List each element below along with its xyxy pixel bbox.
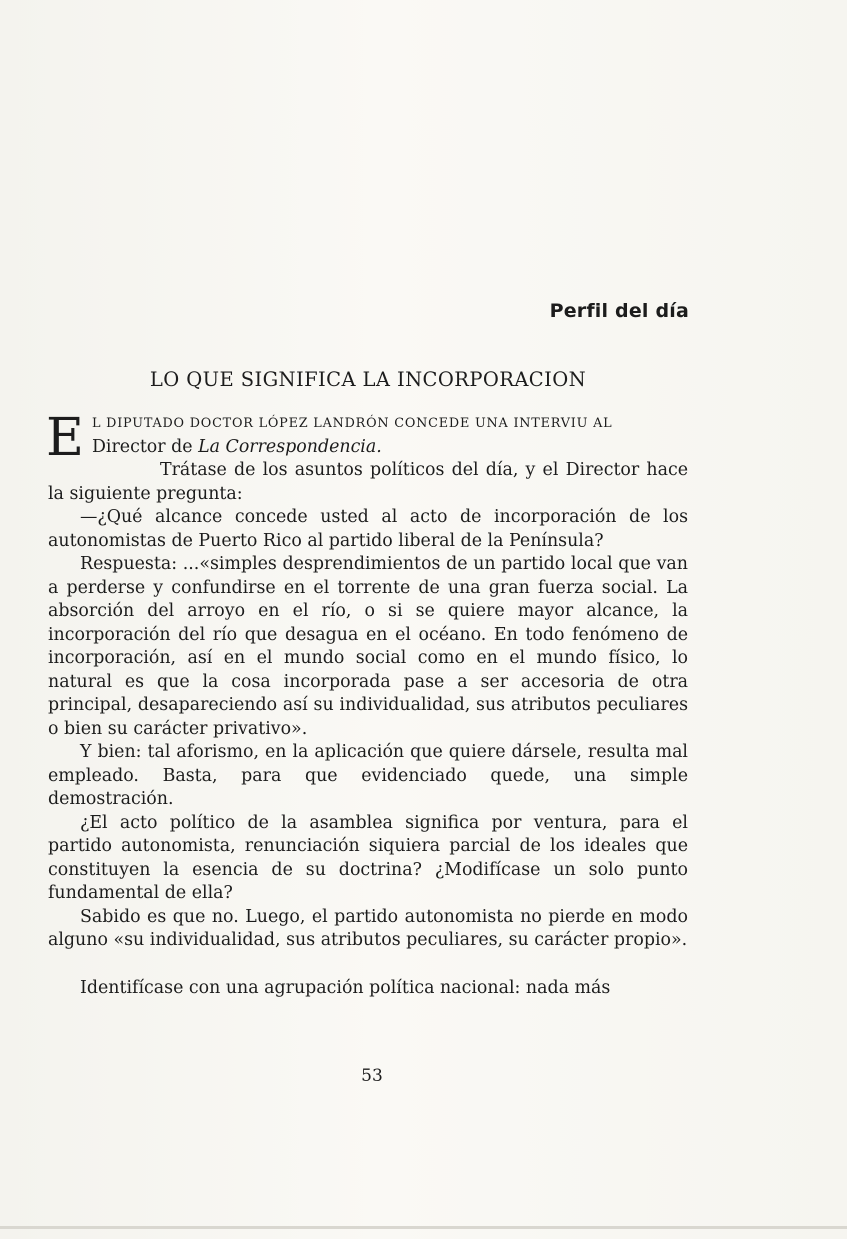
- lead-smallcaps: L DIPUTADO DOCTOR LÓPEZ LANDRÓN CONCEDE UNA INTERVIU AL: [91, 416, 613, 431]
- article-headline: LO QUE SIGNIFICA LA INCORPORACION: [149, 368, 587, 391]
- paragraph: Trátase de los asuntos políticos del día, y el Director hace la siguiente pregunta:: [48, 460, 688, 504]
- paragraph: ¿El acto político de la asamblea significa por ventura, para el partido autonomista, renunciación siquiera parcial de los ideales que constituyen la esencia de su doctrina? ¿Modifícase un solo punto fundamental de ella?: [48, 812, 688, 903]
- lead-paragraph: [46, 408, 688, 468]
- paragraph: Identifícase con una agrupación política nacional: nada más: [80, 977, 611, 998]
- page-edge-divider: [0, 1226, 847, 1229]
- article-body: [46, 408, 688, 1000]
- page-number: 53: [361, 1066, 383, 1086]
- paragraph: —¿Qué alcance concede usted al acto de incorporación de los autonomistas de Puerto Rico al partido liberal de la Península?: [48, 507, 688, 551]
- newspaper-name: La Correspondencia.: [198, 436, 382, 457]
- paragraph: Respuesta: ...«simples desprendimientos de un partido local que van a perderse y confundirse en el torrente de una gran fuerza social. La absorción del arroyo en el río, o si se quiere mayor alcance, la incorporación del río que desagua en el océano. En todo fenómeno de incorporación, así en el mundo social como en el mundo físico, lo natural es que la cosa incorporada pase a ser accesoria de otra principal, desapareciendo así su individualidad, sus atributos peculiares o bien su carácter privativo».: [48, 554, 688, 739]
- paragraph: Y bien: tal aforismo, en la aplicación que quiere dársele, resulta mal empleado. Basta, para que evidenciado quede, una simple demostración.: [48, 742, 688, 809]
- paragraph: Sabido es que no. Luego, el partido autonomista no pierde en modo alguno «su individualidad, sus atributos peculiares, su carácter propio».: [48, 906, 688, 950]
- lead-text: Director de: [91, 436, 199, 457]
- section-title: Perfil del día: [549, 300, 689, 322]
- drop-cap: E: [46, 408, 84, 468]
